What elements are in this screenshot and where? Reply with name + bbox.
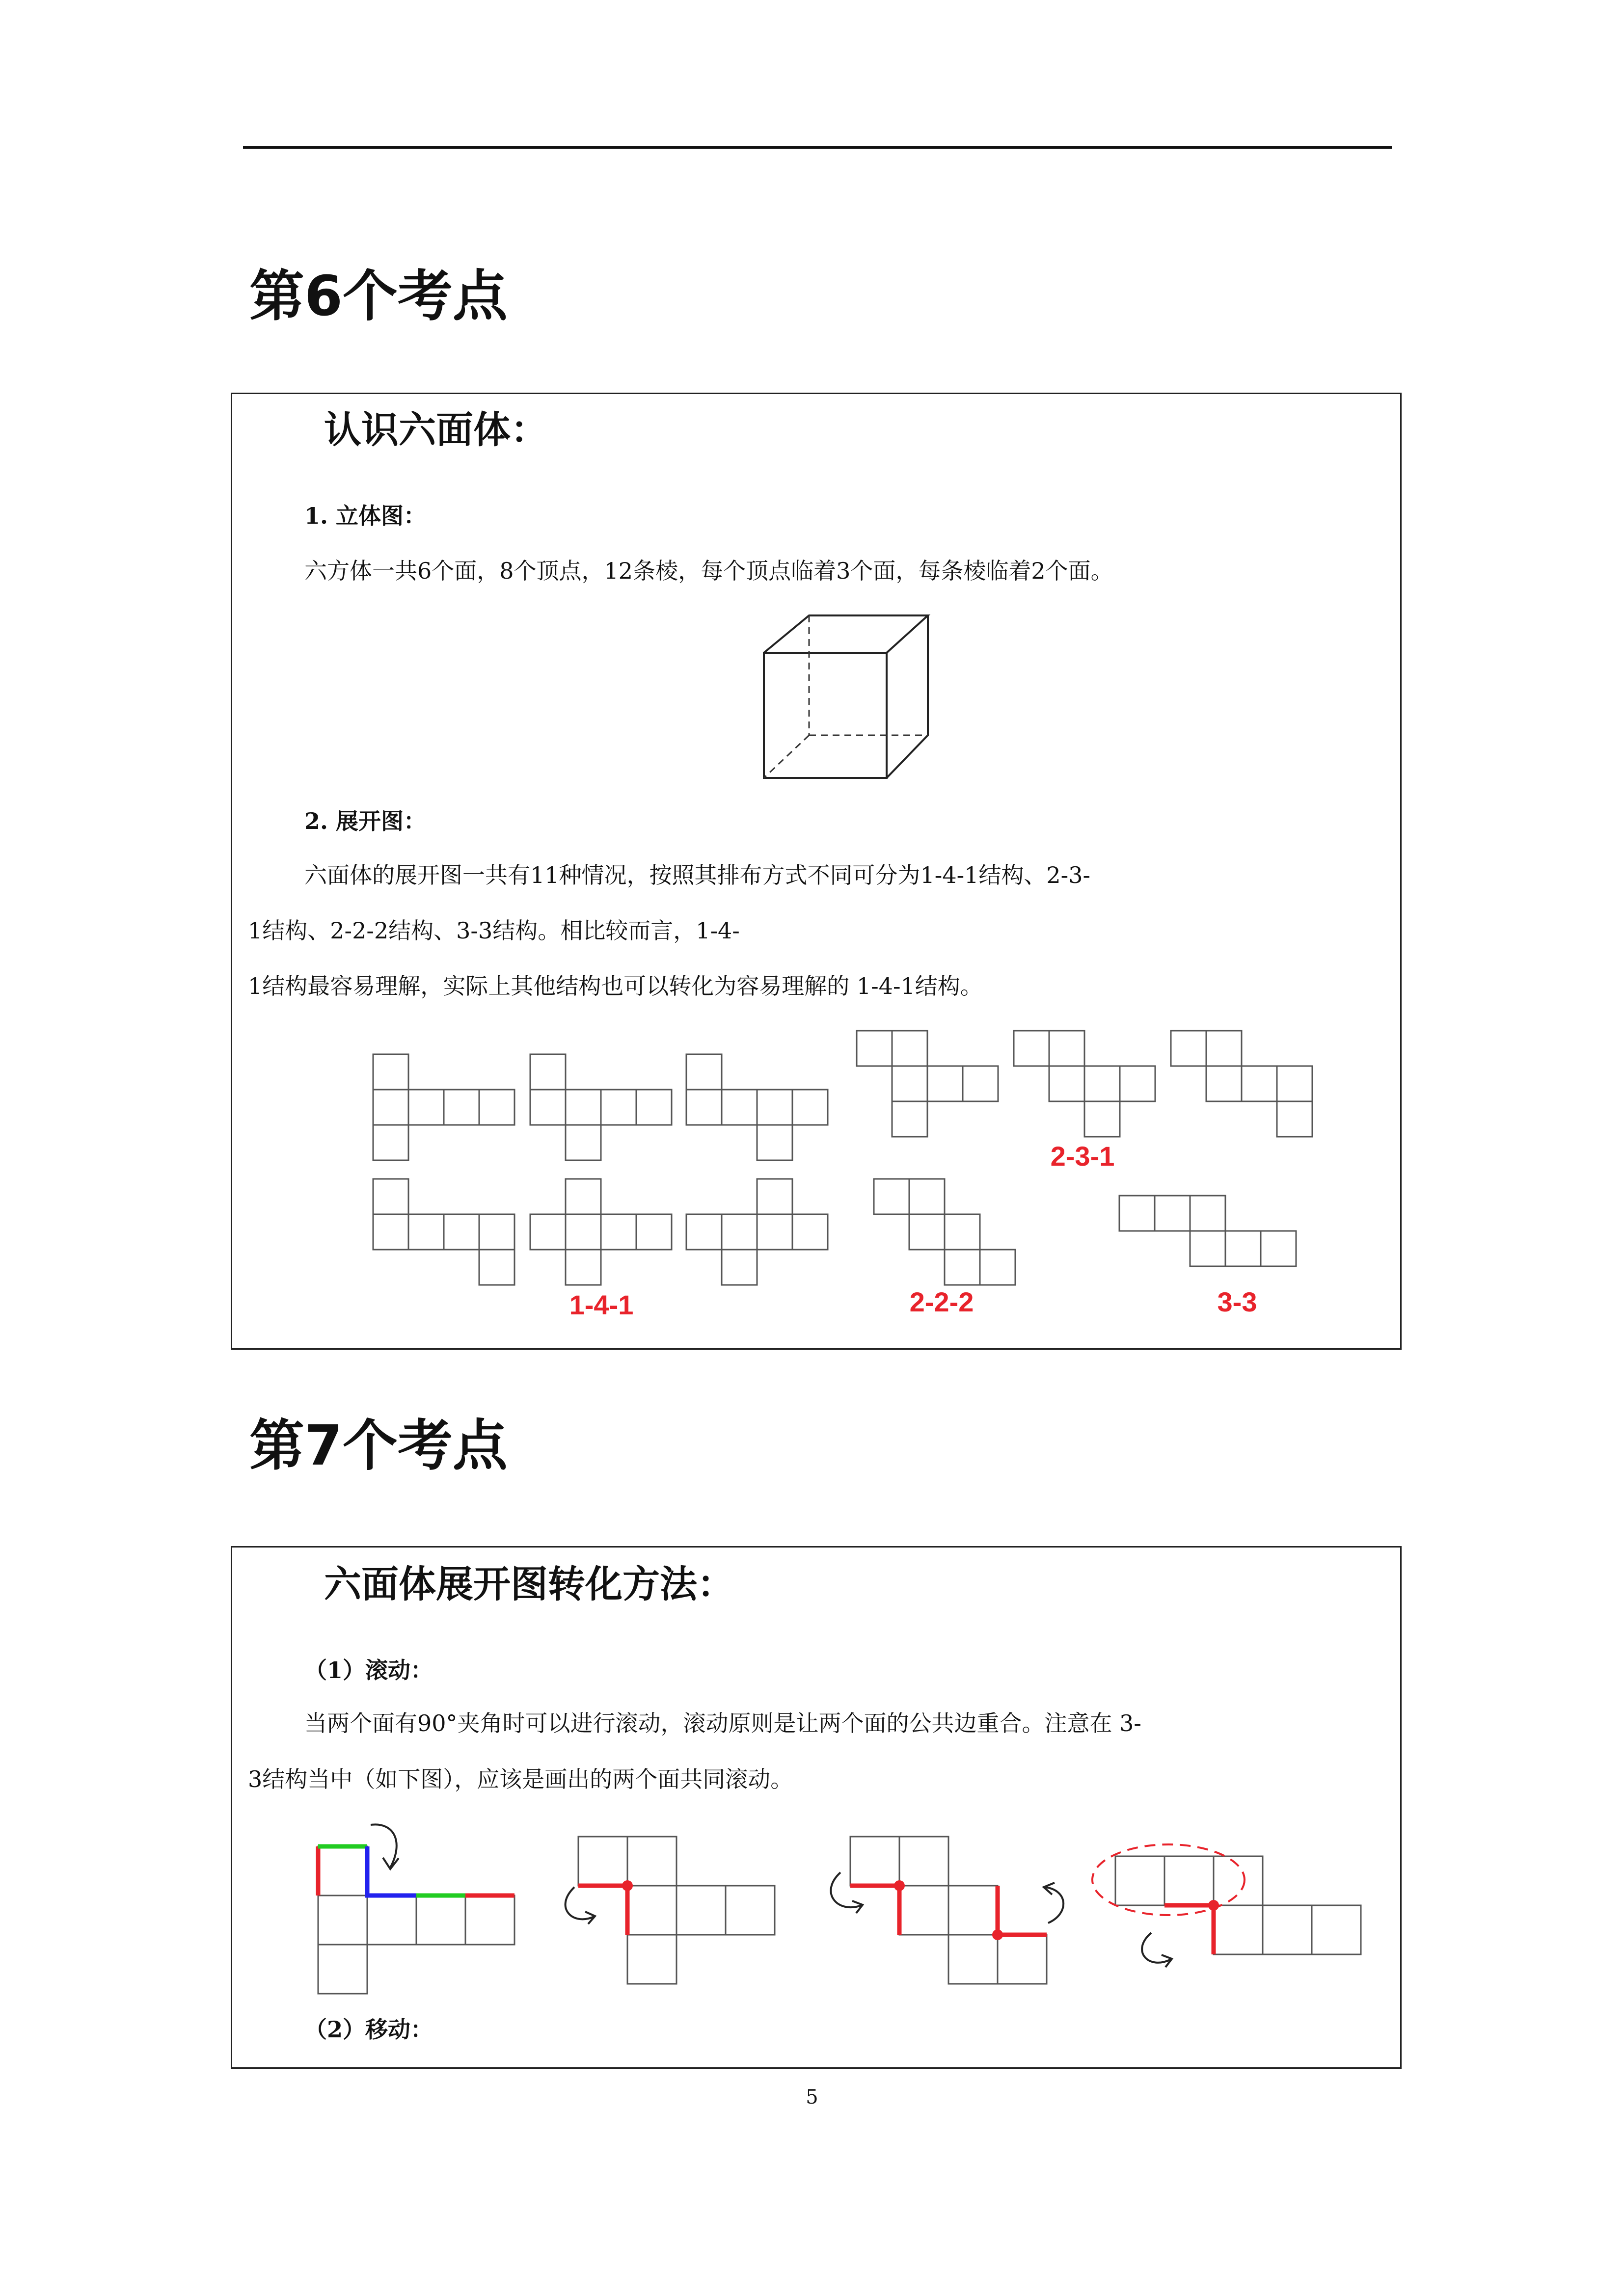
label-2-2-2: 2-2-2 — [909, 1286, 974, 1317]
roll-arrow-1 — [371, 1824, 399, 1869]
section-6-heading: 第6个考点 — [249, 265, 508, 328]
edge-blue — [367, 1846, 416, 1896]
section-7-box-title: 六面体展开图转化方法： — [324, 1562, 734, 1606]
subheading-3d-view: 1. 立体图： — [304, 503, 427, 529]
paragraph-rolling-line-1: 当两个面有90°夹角时可以进行滚动，滚动原则是让两个面的公共边重合。注意在 3- — [304, 1710, 1141, 1736]
subheading-net: 2. 展开图： — [304, 808, 427, 834]
paragraph-3d-view: 六方体一共6个面，8个顶点，12条棱，每个顶点临着3个面，每条棱临着2个面。 — [304, 558, 1113, 584]
roll-arrow-3b — [1044, 1883, 1063, 1923]
paragraph-net-line-2: 1结构、2-2-2结构、3-3结构。相比较而言，1-4- — [248, 917, 740, 944]
roll-arrow-4 — [1142, 1933, 1172, 1967]
roll-diagram-3 — [831, 1837, 1063, 1984]
roll-diagram-1 — [318, 1824, 514, 1994]
section-7-heading: 第7个考点 — [249, 1414, 508, 1478]
subheading-moving: （2）移动： — [304, 2016, 433, 2043]
roll-diagram-2 — [566, 1837, 775, 1984]
section-6-box-title: 认识六面体： — [324, 408, 548, 452]
roll-arrow-2 — [566, 1887, 595, 1924]
paragraph-net-line-3: 1结构最容易理解，实际上其他结构也可以转化为容易理解的 1-4-1结构。 — [248, 973, 983, 999]
subheading-rolling: （1）滚动： — [304, 1657, 433, 1683]
roll-diagram-4 — [1092, 1844, 1361, 1967]
label-1-4-1: 1-4-1 — [569, 1289, 634, 1320]
paragraph-rolling-line-2: 3结构当中（如下图），应该是画出的两个面共同滚动。 — [248, 1766, 793, 1792]
roll-arrow-3a — [831, 1872, 863, 1913]
label-2-3-1: 2-3-1 — [1050, 1141, 1115, 1172]
paragraph-net-line-1: 六面体的展开图一共有11种情况，按照其排布方式不同可分为1-4-1结构、2-3- — [304, 862, 1091, 888]
page-number: 5 — [806, 2086, 818, 2109]
label-3-3: 3-3 — [1217, 1286, 1257, 1317]
